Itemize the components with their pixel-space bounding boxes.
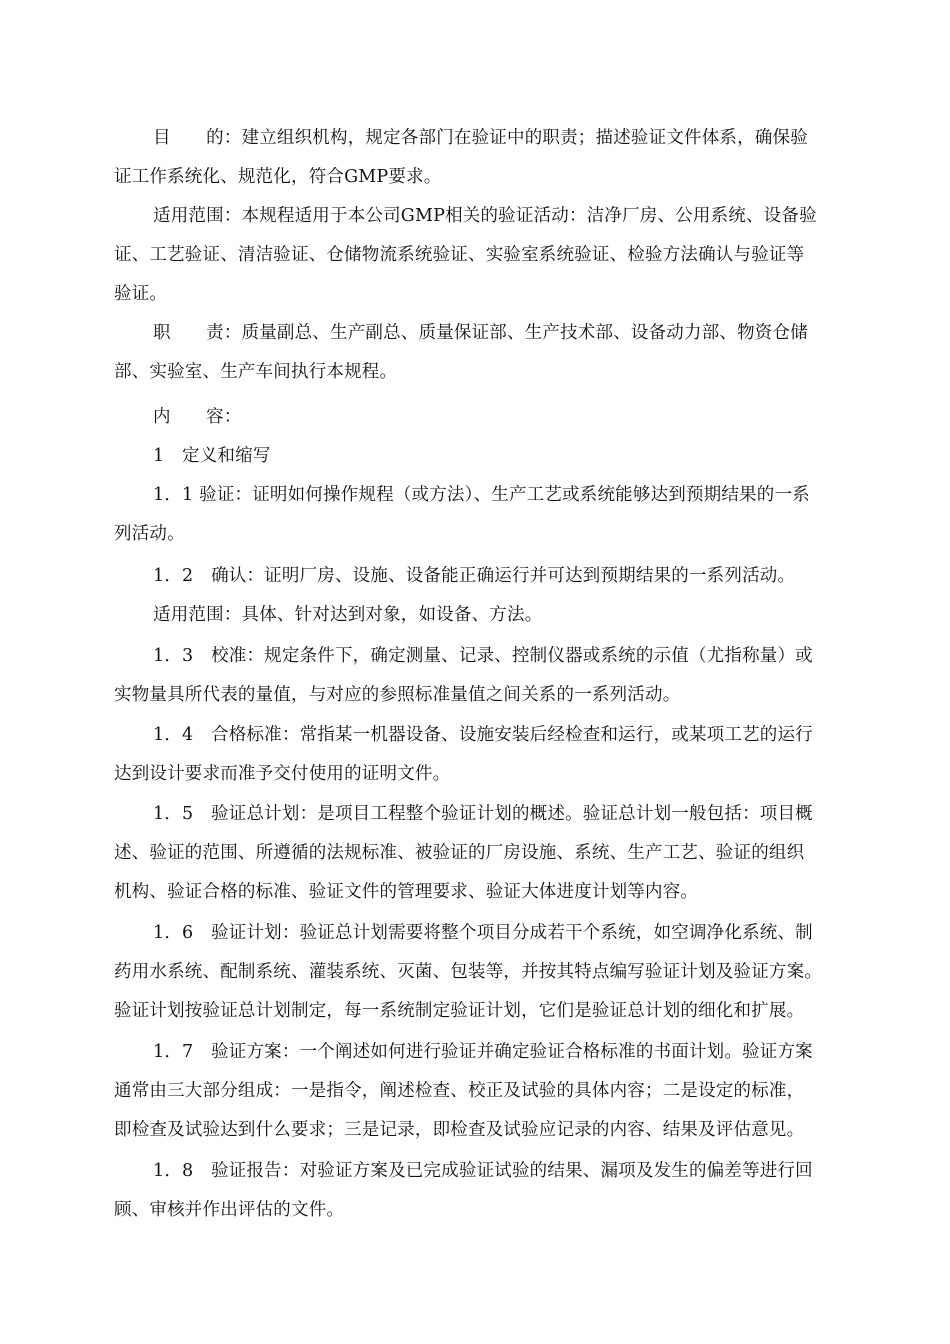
text-line: 适用范围：具体、针对达到对象，如设备、方法。: [153, 605, 543, 625]
text-line: 实物量具所代表的量值，与对应的参照标准量值之间关系的一系列活动。: [114, 685, 681, 705]
text-line: 述、验证的范围、所遵循的法规标准、被验证的厂房设施、系统、生产工艺、验证的组织: [114, 843, 805, 863]
text-line: 证工作系统化、规范化，符合GMP要求。: [114, 167, 442, 187]
text-line: 内 容：: [153, 407, 242, 427]
text-line: 列活动。: [114, 524, 185, 544]
text-line: 1．8 验证报告：对验证方案及已完成验证试验的结果、漏项及发生的偏差等进行回: [153, 1161, 813, 1181]
text-line: 1．1 验证：证明如何操作规程（或方法）、生产工艺或系统能够达到预期结果的一系: [153, 485, 810, 505]
text-line: 证、工艺验证、清洁验证、仓储物流系统验证、实验室系统验证、检验方法确认与验证等: [114, 245, 805, 265]
text-line: 1．3 校准：规定条件下，确定测量、记录、控制仪器或系统的示值（尤指称量）或: [153, 646, 813, 666]
text-line: 1．7 验证方案：一个阐述如何进行验证并确定验证合格标准的书面计划。验证方案: [153, 1042, 813, 1062]
text-line: 即检查及试验达到什么要求；三是记录，即检查及试验应记录的内容、结果及评估意见。: [114, 1120, 805, 1140]
text-line: 机构、验证合格的标准、验证文件的管理要求、验证大体进度计划等内容。: [114, 882, 699, 902]
text-line: 1．2 确认：证明厂房、设施、设备能正确运行并可达到预期结果的一系列活动。: [153, 566, 796, 586]
text-line: 顾、审核并作出评估的文件。: [114, 1200, 345, 1220]
text-line: 药用水系统、配制系统、灌装系统、灭菌、包装等，并按其特点编写验证计划及验证方案。: [114, 962, 822, 982]
text-line: 职 责：质量副总、生产副总、质量保证部、生产技术部、设备动力部、物资仓储: [153, 323, 808, 343]
text-line: 目 的：建立组织机构，规定各部门在验证中的职责；描述验证文件体系，确保验: [153, 128, 808, 148]
text-line: 验证。: [114, 284, 168, 304]
text-line: 通常由三大部分组成：一是指令，阐述检查、校正及试验的具体内容；二是设定的标准，: [114, 1081, 805, 1101]
text-line: 1．6 验证计划：验证总计划需要将整个项目分成若干个系统，如空调净化系统、制: [153, 923, 813, 943]
text-line: 部、实验室、生产车间执行本规程。: [114, 362, 398, 382]
text-line: 1．5 验证总计划：是项目工程整个验证计划的概述。验证总计划一般包括：项目概: [153, 804, 813, 824]
text-line: 验证计划按验证总计划制定，每一系统制定验证计划，它们是验证总计划的细化和扩展。: [114, 1001, 805, 1021]
text-line: 适用范围：本规程适用于本公司GMP相关的验证活动：洁净厂房、公用系统、设备验: [153, 206, 817, 226]
text-line: 达到设计要求而准予交付使用的证明文件。: [114, 764, 451, 784]
text-line: 1．4 合格标准：常指某一机器设备、设施安装后经检查和运行，或某项工艺的运行: [153, 725, 813, 745]
text-line: 1 定义和缩写: [153, 446, 271, 466]
